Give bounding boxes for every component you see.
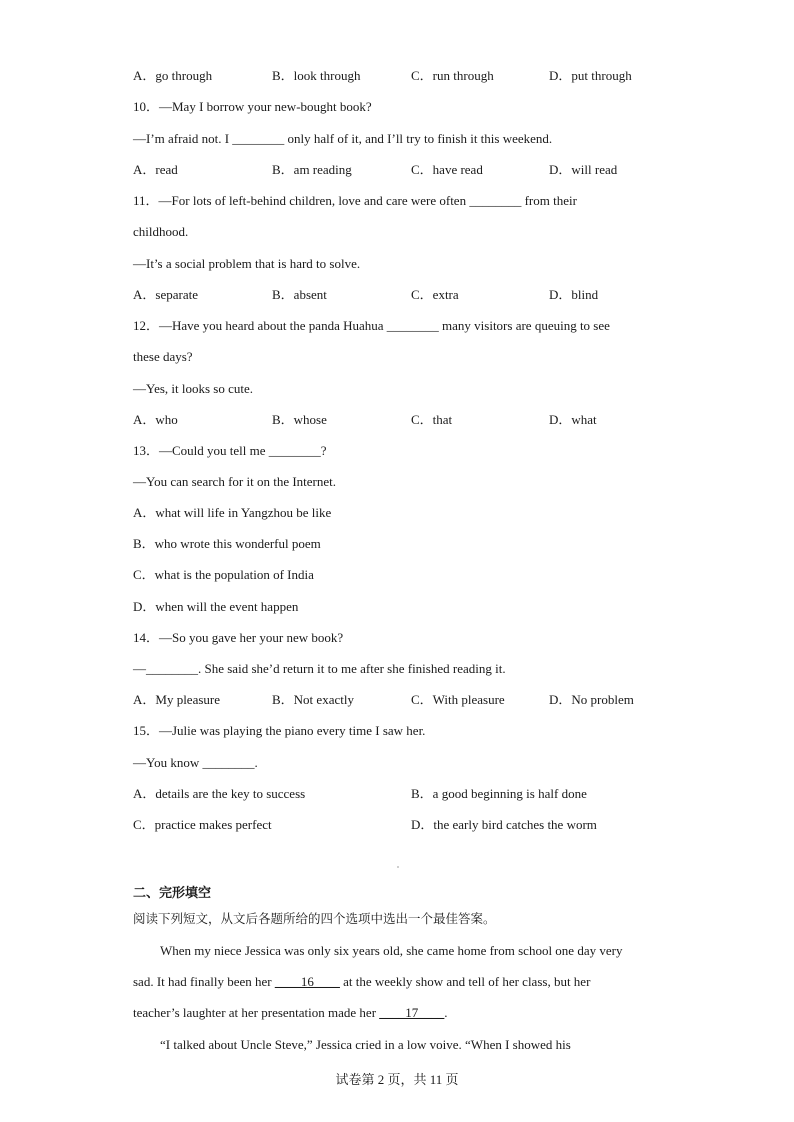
passage-line: [133, 974, 590, 990]
q12-reply: —Yes, it looks so cute.: [133, 381, 254, 396]
option-a: A．My pleasure: [133, 692, 221, 707]
blank-17: ____17____: [379, 1005, 445, 1020]
option-a: A．separate: [133, 287, 198, 302]
option-c: C．run through: [411, 68, 494, 83]
scan-speck: [397, 866, 399, 868]
option-a: A．details are the key to success: [133, 786, 306, 801]
option-c: C．practice makes perfect: [133, 817, 272, 832]
q15-stem: 15．—Julie was playing the piano every time I saw her.: [133, 723, 426, 738]
q13-stem: 13．—Could you tell me ________?: [133, 443, 327, 458]
passage-line: “I talked about Uncle Steve,” Jessica cried in a low voive. “When I showed his: [160, 1037, 571, 1052]
q15-options-row1: [133, 786, 693, 802]
section-instruction: 阅读下列短文，从文后各题所给的四个选项中选出一个最佳答案。: [133, 911, 496, 926]
q12-stem-line1: 12．—Have you heard about the panda Huahua ________ many visitors are queuing to see: [133, 318, 610, 333]
passage-line: When my niece Jessica was only six years old, she came home from school one day very: [160, 943, 623, 958]
option-a: A．who: [133, 412, 178, 427]
q15-options-row2: [133, 817, 693, 833]
q11-stem-line2: childhood.: [133, 224, 189, 239]
option-c: C．have read: [411, 162, 483, 177]
option-c: C．With pleasure: [411, 692, 505, 707]
q11-reply: —It’s a social problem that is hard to solve.: [133, 256, 361, 271]
passage-text: .: [444, 1005, 448, 1020]
q13-reply: —You can search for it on the Internet.: [133, 474, 337, 489]
q13-option-d: D．when will the event happen: [133, 599, 299, 614]
option-b: B．whose: [272, 412, 327, 427]
option-a: A．read: [133, 162, 178, 177]
q11-stem-line1: 11．—For lots of left-behind children, love and care were often ________ from their: [133, 193, 577, 208]
q13-option-b: B．who wrote this wonderful poem: [133, 536, 321, 551]
q13-option-c: C．what is the population of India: [133, 567, 314, 582]
q12-stem-line2: these days?: [133, 349, 193, 364]
option-d: D．what: [549, 412, 597, 427]
q9-options: [133, 68, 693, 84]
page-footer: 试卷第 2 页，共 11 页: [335, 1072, 459, 1087]
option-b: B．look through: [272, 68, 361, 83]
q10-options: [133, 162, 693, 178]
q14-reply: —________. She said she’d return it to me after she finished reading it.: [133, 661, 506, 676]
option-d: D．blind: [549, 287, 599, 302]
option-b: B．Not exactly: [272, 692, 354, 707]
option-b: B．am reading: [272, 162, 352, 177]
option-d: D．put through: [549, 68, 632, 83]
q14-stem: 14．—So you gave her your new book?: [133, 630, 344, 645]
q12-options: [133, 412, 693, 428]
option-d: D．the early bird catches the worm: [411, 817, 597, 832]
passage-line: [133, 1005, 448, 1021]
q13-option-a: A．what will life in Yangzhou be like: [133, 505, 332, 520]
q10-reply: —I’m afraid not. I ________ only half of it, and I’ll try to finish it this weekend.: [133, 131, 553, 146]
passage-text: teacher’s laughter at her presentation made her: [133, 1005, 380, 1020]
option-d: D．No problem: [549, 692, 634, 707]
q11-options: [133, 287, 693, 303]
option-d: D．will read: [549, 162, 618, 177]
option-c: C．extra: [411, 287, 459, 302]
option-b: B．absent: [272, 287, 327, 302]
option-a: A．go through: [133, 68, 213, 83]
option-c: C．that: [411, 412, 453, 427]
q10-stem: 10．—May I borrow your new-bought book?: [133, 99, 372, 114]
section-title: 二、完形填空: [133, 886, 212, 901]
passage-text: sad. It had finally been her: [133, 974, 275, 989]
q15-reply: —You know ________.: [133, 755, 258, 770]
option-b: B．a good beginning is half done: [411, 786, 587, 801]
blank-16: ____16____: [274, 974, 340, 989]
q14-options: [133, 692, 693, 708]
passage-text: at the weekly show and tell of her class, but her: [339, 974, 591, 989]
